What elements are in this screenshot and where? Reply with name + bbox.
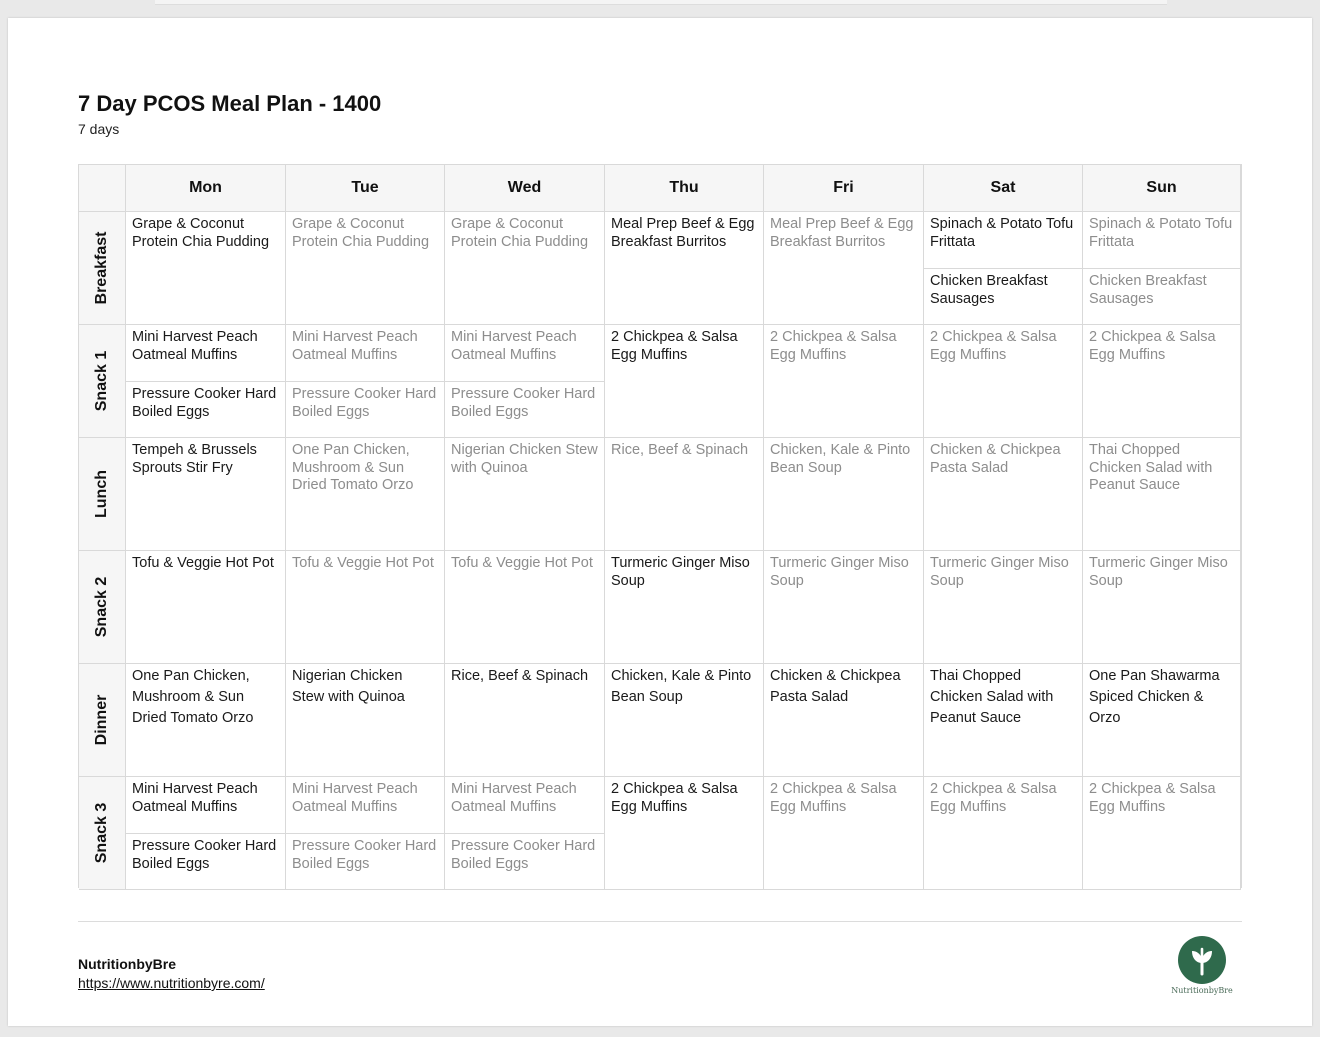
meal-cell-snack-1-sat: 2 Chickpea & Salsa Egg Muffins <box>924 325 1083 438</box>
meal-label-snack-1 <box>79 325 126 438</box>
meal-cell-dinner-sat: Thai Chopped Chicken Salad with Peanut Sauce <box>924 664 1083 777</box>
meal-cell-breakfast-mon: Grape & Coconut Protein Chia Pudding <box>126 212 286 325</box>
footer-link[interactable]: https://www.nutritionbyre.com/ <box>78 975 265 991</box>
meal-cell-snack-2-fri: Turmeric Ginger Miso Soup <box>764 551 924 664</box>
meal-cell-lunch-thu: Rice, Beef & Spinach <box>605 438 764 551</box>
document-page <box>8 18 1312 1026</box>
meal-cell-snack-3-wed-1: Mini Harvest Peach Oatmeal Muffins <box>445 777 605 834</box>
meal-cell-lunch-sun: Thai Chopped Chicken Salad with Peanut Sauce <box>1083 438 1241 551</box>
page-title: 7 Day PCOS Meal Plan - 1400 <box>78 91 382 116</box>
meal-label-text: Breakfast <box>93 231 110 305</box>
meal-cell-lunch-fri: Chicken, Kale & Pinto Bean Soup <box>764 438 924 551</box>
logo-caption: NutritionbyBre <box>1171 986 1233 995</box>
meal-cell-breakfast-thu: Meal Prep Beef & Egg Breakfast Burritos <box>605 212 764 325</box>
meal-cell-snack-2-mon: Tofu & Veggie Hot Pot <box>126 551 286 664</box>
meal-cell-breakfast-wed: Grape & Coconut Protein Chia Pudding <box>445 212 605 325</box>
meal-label-text: Snack 3 <box>93 802 110 864</box>
day-header-fri: Fri <box>764 165 924 212</box>
meal-label-breakfast <box>79 212 126 325</box>
day-header-sun: Sun <box>1083 165 1241 212</box>
meal-cell-breakfast-sat-1: Spinach & Potato Tofu Frittata <box>924 212 1083 269</box>
brand-logo <box>1162 936 1242 998</box>
meal-cell-lunch-wed: Nigerian Chicken Stew with Quinoa <box>445 438 605 551</box>
meal-cell-snack-1-wed-2: Pressure Cooker Hard Boiled Eggs <box>445 382 605 438</box>
page-subtitle: 7 days <box>78 121 120 137</box>
meal-label-snack-2 <box>79 551 126 664</box>
meal-cell-snack-1-mon-2: Pressure Cooker Hard Boiled Eggs <box>126 382 286 438</box>
meal-label-text: Snack 2 <box>93 576 110 638</box>
meal-cell-dinner-tue: Nigerian Chicken Stew with Quinoa <box>286 664 445 777</box>
meal-cell-snack-1-mon-1: Mini Harvest Peach Oatmeal Muffins <box>126 325 286 382</box>
meal-label-dinner <box>79 664 126 777</box>
day-header-thu: Thu <box>605 165 764 212</box>
meal-cell-snack-3-mon-2: Pressure Cooker Hard Boiled Eggs <box>126 834 286 890</box>
leaf-icon <box>1178 936 1226 984</box>
meal-cell-snack-1-thu: 2 Chickpea & Salsa Egg Muffins <box>605 325 764 438</box>
meal-cell-snack-1-tue-2: Pressure Cooker Hard Boiled Eggs <box>286 382 445 438</box>
meal-cell-snack-2-wed: Tofu & Veggie Hot Pot <box>445 551 605 664</box>
meal-cell-snack-3-fri: 2 Chickpea & Salsa Egg Muffins <box>764 777 924 890</box>
meal-cell-snack-1-fri: 2 Chickpea & Salsa Egg Muffins <box>764 325 924 438</box>
meal-cell-breakfast-sun-1: Spinach & Potato Tofu Frittata <box>1083 212 1241 269</box>
meal-cell-lunch-tue: One Pan Chicken, Mushroom & Sun Dried Tomato Orzo <box>286 438 445 551</box>
meal-label-text: Lunch <box>93 470 110 518</box>
footer-brand: NutritionbyBre <box>78 956 176 972</box>
viewer-top-bar <box>155 0 1167 5</box>
meal-cell-breakfast-sun-2: Chicken Breakfast Sausages <box>1083 269 1241 325</box>
footer-divider <box>78 921 1242 922</box>
meal-cell-breakfast-tue: Grape & Coconut Protein Chia Pudding <box>286 212 445 325</box>
meal-label-lunch <box>79 438 126 551</box>
meal-cell-dinner-fri: Chicken & Chickpea Pasta Salad <box>764 664 924 777</box>
meal-cell-lunch-sat: Chicken & Chickpea Pasta Salad <box>924 438 1083 551</box>
meal-cell-snack-2-thu: Turmeric Ginger Miso Soup <box>605 551 764 664</box>
meal-cell-snack-2-tue: Tofu & Veggie Hot Pot <box>286 551 445 664</box>
day-header-mon: Mon <box>126 165 286 212</box>
meal-cell-snack-3-sun: 2 Chickpea & Salsa Egg Muffins <box>1083 777 1241 890</box>
meal-cell-snack-3-mon-1: Mini Harvest Peach Oatmeal Muffins <box>126 777 286 834</box>
meal-cell-snack-2-sun: Turmeric Ginger Miso Soup <box>1083 551 1241 664</box>
meal-cell-snack-3-tue-2: Pressure Cooker Hard Boiled Eggs <box>286 834 445 890</box>
meal-cell-snack-3-sat: 2 Chickpea & Salsa Egg Muffins <box>924 777 1083 890</box>
day-header-wed: Wed <box>445 165 605 212</box>
logo-badge <box>1178 936 1226 984</box>
meal-cell-dinner-thu: Chicken, Kale & Pinto Bean Soup <box>605 664 764 777</box>
day-header-tue: Tue <box>286 165 445 212</box>
meal-cell-snack-3-wed-2: Pressure Cooker Hard Boiled Eggs <box>445 834 605 890</box>
meal-cell-breakfast-sat-2: Chicken Breakfast Sausages <box>924 269 1083 325</box>
meal-label-text: Dinner <box>93 694 110 746</box>
meal-plan-table <box>78 164 1242 888</box>
meal-cell-snack-2-sat: Turmeric Ginger Miso Soup <box>924 551 1083 664</box>
meal-cell-snack-3-tue-1: Mini Harvest Peach Oatmeal Muffins <box>286 777 445 834</box>
meal-label-text: Snack 1 <box>93 350 110 412</box>
meal-cell-lunch-mon: Tempeh & Brussels Sprouts Stir Fry <box>126 438 286 551</box>
meal-cell-breakfast-fri: Meal Prep Beef & Egg Breakfast Burritos <box>764 212 924 325</box>
meal-cell-snack-1-tue-1: Mini Harvest Peach Oatmeal Muffins <box>286 325 445 382</box>
day-header-sat: Sat <box>924 165 1083 212</box>
meal-label-snack-3 <box>79 777 126 890</box>
meal-cell-dinner-mon: One Pan Chicken, Mushroom & Sun Dried Tomato Orzo <box>126 664 286 777</box>
table-corner <box>79 165 126 212</box>
meal-cell-snack-1-sun: 2 Chickpea & Salsa Egg Muffins <box>1083 325 1241 438</box>
meal-cell-dinner-sun: One Pan Shawarma Spiced Chicken & Orzo <box>1083 664 1241 777</box>
meal-cell-snack-1-wed-1: Mini Harvest Peach Oatmeal Muffins <box>445 325 605 382</box>
meal-cell-dinner-wed: Rice, Beef & Spinach <box>445 664 605 777</box>
meal-cell-snack-3-thu: 2 Chickpea & Salsa Egg Muffins <box>605 777 764 890</box>
